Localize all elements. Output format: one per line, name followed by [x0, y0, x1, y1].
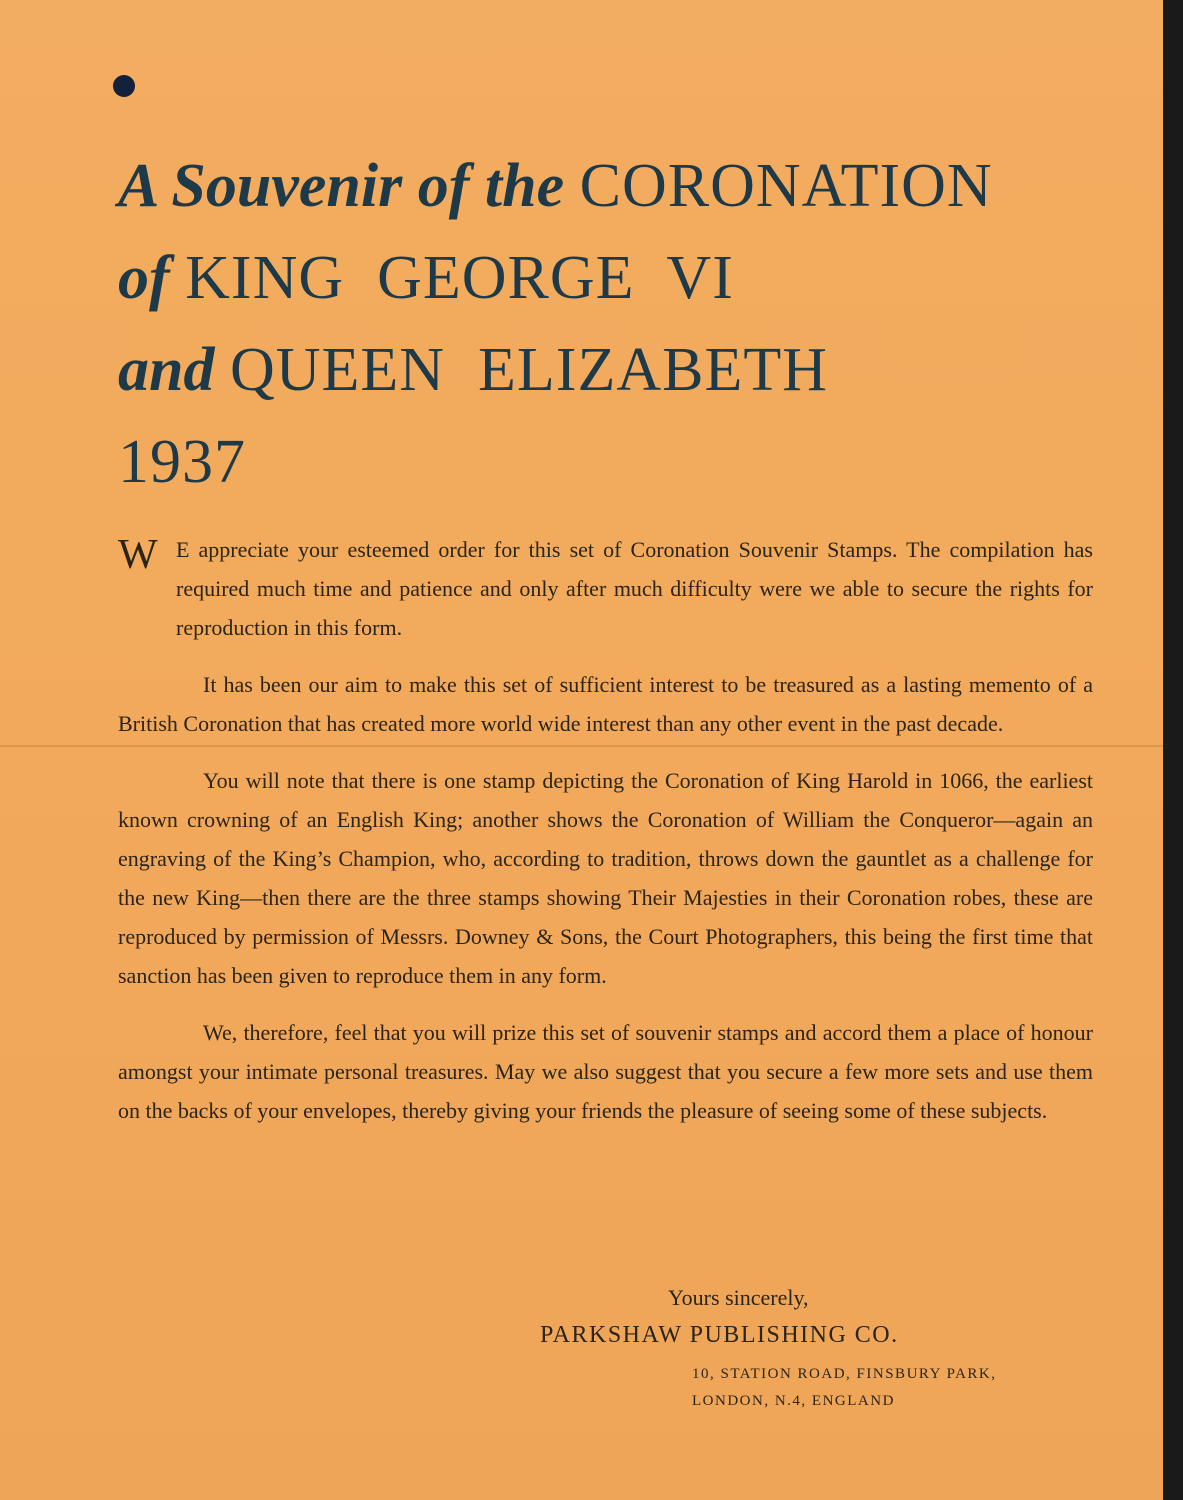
title-line-1-caps: CORONATION — [579, 152, 993, 220]
title-line-2-caps: KING GEORGE VI — [185, 244, 734, 312]
scan-border — [1163, 0, 1183, 1500]
drop-cap: W — [118, 532, 158, 578]
title-line-2 — [118, 232, 1118, 324]
title-line-3-caps: QUEEN ELIZABETH — [229, 336, 828, 404]
title-line-1 — [118, 140, 1118, 232]
title-line-3-italic: and — [118, 336, 215, 404]
letter-title — [118, 140, 1118, 508]
paragraph-4: We, therefore, feel that you will prize this set of souvenir stamps and accord them a place of honour amongst your intimate personal treasures. May we also suggest that you secure a few more sets and use them on the backs of your envelopes, thereby giving your friends the pleasure of seeing some of these subjects. — [118, 1020, 1093, 1123]
title-line-3 — [118, 324, 1118, 416]
company-name: PARKSHAW PUBLISHING CO. — [540, 1322, 899, 1348]
paragraph-1 — [118, 530, 1093, 647]
address-line-2: LONDON, N.4, ENGLAND — [692, 1393, 895, 1409]
paragraph-3: You will note that there is one stamp depicting the Coronation of King Harold in 1066, the earliest known crowning of an English King; another shows the Coronation of William the Conqueror—again an engraving of the King’s Champion, who, according to tradition, throws down the gauntlet as a challenge for the new King—then there are the three stamps showing Their Majesties in their Coronation robes, these are reproduced by permission of Messrs. Downey & Sons, the Court Photographers, this being the first time that sanction has been given to reproduce them in any form. — [118, 768, 1093, 988]
closing-salutation: Yours sincerely, — [668, 1285, 809, 1310]
paragraph-1-text: E appreciate your esteemed order for this set of Coronation Souvenir Stamps. The compilation has required much time and patience and only after much difficulty were we able to secure the rights for reproduction in this form. — [176, 537, 1093, 640]
title-line-2-italic: of — [118, 244, 170, 312]
title-year: 1937 — [118, 428, 246, 496]
address-line-1: 10, STATION ROAD, FINSBURY PARK, — [692, 1366, 997, 1382]
title-line-1-italic: A Souvenir of the — [118, 152, 565, 220]
paragraph-2: It has been our aim to make this set of sufficient interest to be treasured as a lasting memento of a British Coronation that has created more world wide interest than any other event in the past decade. — [118, 672, 1093, 736]
punch-hole — [113, 75, 135, 97]
letter-body — [118, 530, 1093, 1148]
